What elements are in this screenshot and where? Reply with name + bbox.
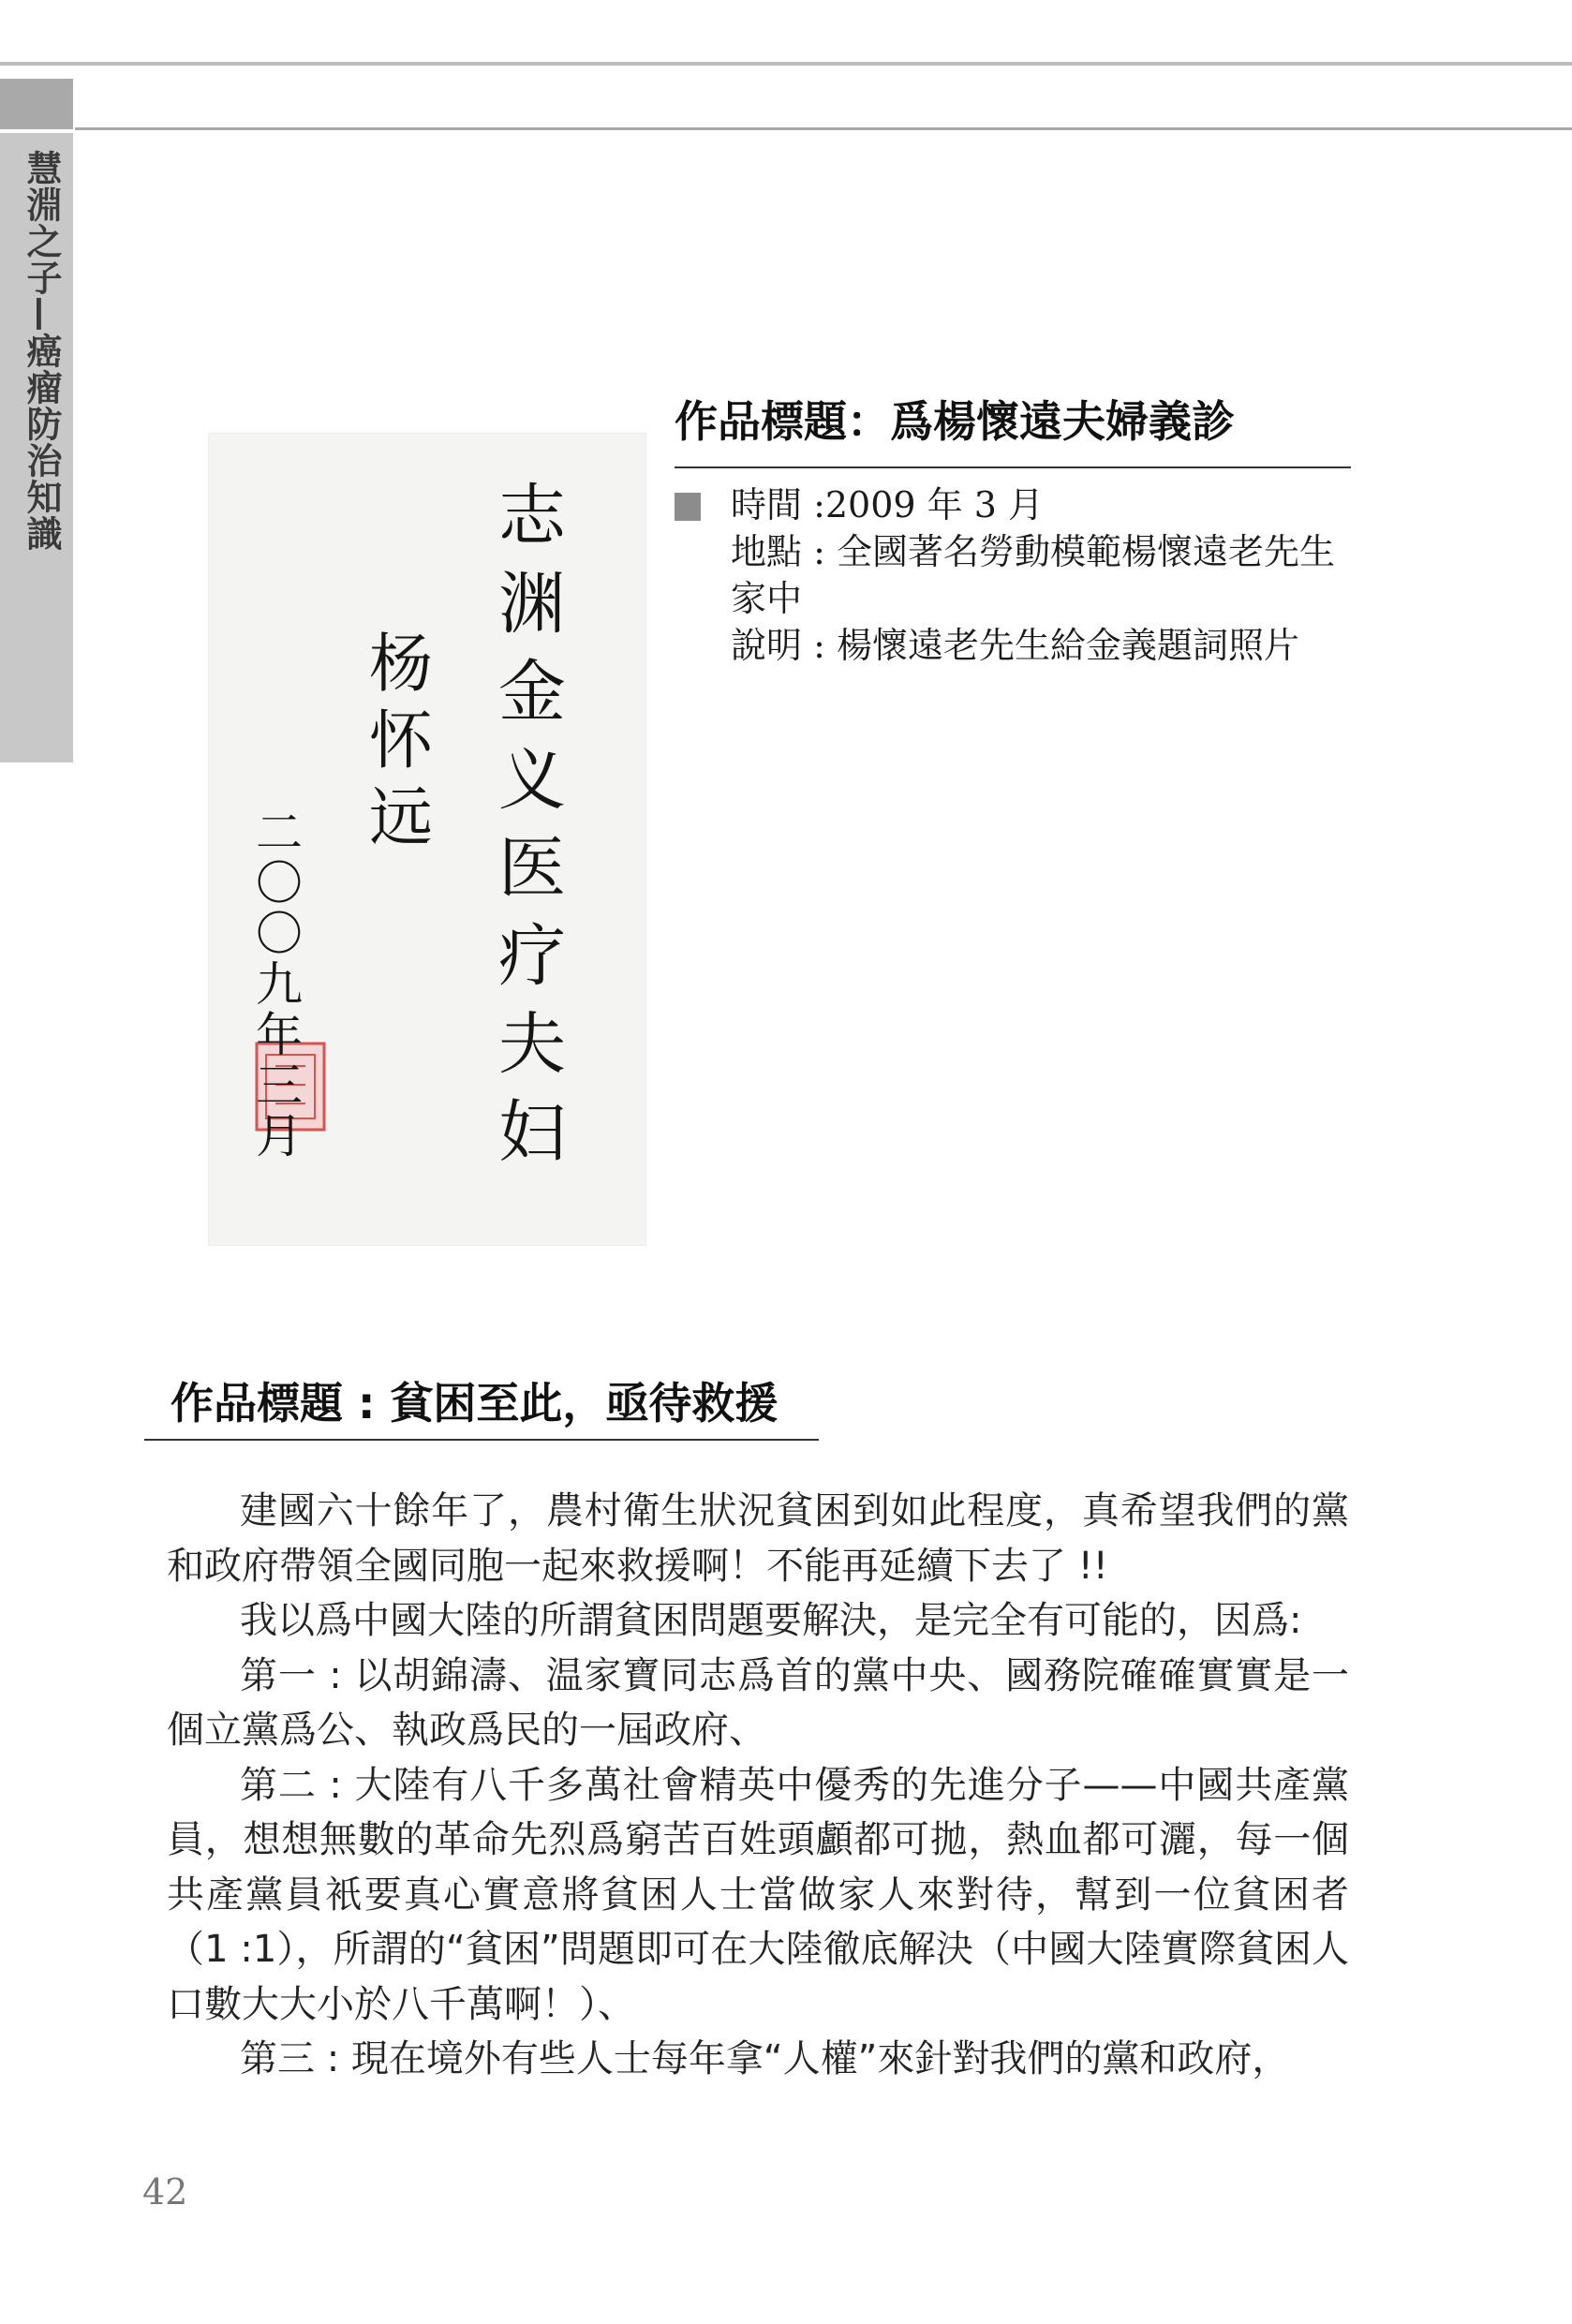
page-number: 42 bbox=[142, 2171, 188, 2213]
meta-location: 地點 : 全國著名勞動模範楊懷遠老先生家中 bbox=[731, 531, 1335, 619]
body-paragraph: 我以爲中國大陸的所謂貧困問題要解決，是完全有可能的，因爲: bbox=[240, 1599, 1302, 1642]
calligraphy-column-2: 杨怀远 bbox=[358, 629, 433, 860]
body-paragraph: 第二 : 大陸有八千多萬社會精英中優秀的先進分子——中國共產黨員，想想無數的革命先烈爲窮苦百姓頭顱都可拋，熱血都可灑，每一個共產黨員衹要真心實意將貧困人士當做家人來對待，幫到一位貧困者（1 :1），所謂的“貧困”問題即可在大陸徹底解決（中國大陸實際貧困人口數大大小於八千萬啊！）、 bbox=[167, 1763, 1349, 2026]
body-paragraph: 第一 : 以胡錦濤、温家寶同志爲首的黨中央、國務院確確實實是一個立黨爲公、執政爲民的一屆政府、 bbox=[167, 1653, 1349, 1752]
body-paragraph: 建國六十餘年了，農村衛生狀況貧困到如此程度，真希望我們的黨和政府帶領全國同胞一起來救援啊！不能再延續下去了 !! bbox=[167, 1489, 1349, 1588]
calligraphy-photo bbox=[208, 433, 646, 1246]
artwork-2-title: 作品標題 : 貧困至此，亟待救援 bbox=[171, 1378, 779, 1428]
artwork-2-title-rule bbox=[144, 1439, 819, 1441]
artwork-1-title: 作品標題：爲楊懷遠夫婦義診 bbox=[675, 396, 1235, 447]
article-body bbox=[167, 1484, 1349, 2087]
side-tab-cap bbox=[0, 79, 73, 129]
artwork-1-meta bbox=[731, 481, 1368, 669]
header-rule-top bbox=[0, 62, 1572, 66]
body-paragraph: 第三 : 現在境外有些人士每年拿“人權”來針對我們的黨和政府， bbox=[240, 2037, 1290, 2080]
meta-description: 說明 : 楊懷遠老先生給金義題詞照片 bbox=[731, 625, 1299, 666]
chapter-side-title: 慧淵之子—癌瘤防治知識 bbox=[21, 150, 62, 552]
meta-time: 時間 :2009 年 3 月 bbox=[731, 484, 1045, 525]
artwork-1-title-rule bbox=[675, 466, 1351, 468]
calligraphy-column-1: 志渊金义医疗夫妇 bbox=[487, 480, 566, 1184]
meta-square-marker bbox=[675, 493, 701, 521]
calligraphy-column-3: 二〇〇九年三月 bbox=[248, 807, 303, 1162]
header-rule-bottom bbox=[75, 127, 1572, 130]
